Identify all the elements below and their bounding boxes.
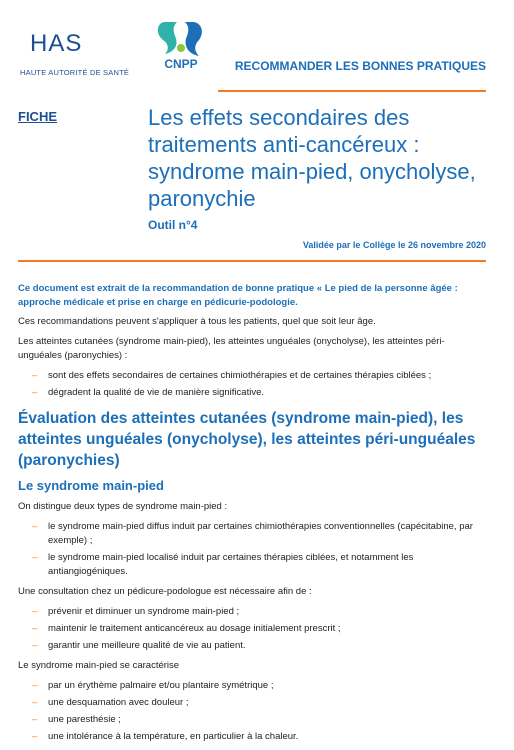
effects-paragraph: Les atteintes cutanées (syndrome main-pied), les atteintes unguéales (onycholyse), les atteintes péri-unguéales (paronychies) : xyxy=(18,336,445,361)
validation-date: Validée par le Collège le 26 novembre 2020 xyxy=(302,240,486,250)
effects-list xyxy=(18,369,484,400)
section-heading: Évaluation des atteintes cutanées (syndrome main-pied), les atteintes unguéales (onycholyse), les atteintes péri-unguéales (paronychies) xyxy=(18,410,476,469)
types-list xyxy=(18,520,484,579)
list-item: – maintenir le traitement anticancéreux au dosage initialement prescrit ; xyxy=(32,623,341,634)
page-title: Les effets secondaires des traitements anti-cancéreux : syndrome main-pied, onycholyse, paronychie xyxy=(148,105,476,211)
cnpp-wordmark: CNPP xyxy=(164,57,198,71)
list-item: – garantir une meilleure qualité de vie au patient. xyxy=(32,640,246,651)
has-logo xyxy=(10,30,130,85)
dash-bullet-icon: – xyxy=(32,680,38,691)
intro-paragraph: Ce document est extrait de la recommandation de bonne pratique « Le pied de la personne âgée : approche médicale et prise en charge en pédicurie-podologie. xyxy=(18,283,458,308)
list-item: – dégradent la qualité de vie de manière significative. xyxy=(32,387,264,398)
document-body xyxy=(18,282,484,750)
dash-bullet-icon: – xyxy=(32,606,38,617)
subsection-heading: Le syndrome main-pied xyxy=(18,478,164,493)
consultation-list xyxy=(18,605,484,653)
list-item: – par un érythème palmaire et/ou plantaire symétrique ; xyxy=(32,680,274,691)
list-item: – prévenir et diminuer un syndrome main-pied ; xyxy=(32,606,240,617)
consultation-paragraph: Une consultation chez un pédicure-podologue est nécessaire afin de : xyxy=(18,586,312,597)
header-section-title: RECOMMANDER LES BONNES PRATIQUES xyxy=(234,59,486,73)
list-item: – le syndrome main-pied localisé induit par certaines thérapies ciblées, et notamment les antiangiogéniques. xyxy=(32,552,414,577)
characteristics-list xyxy=(18,679,484,744)
tool-number: Outil n°4 xyxy=(148,218,198,232)
list-item: – une paresthésie ; xyxy=(32,714,121,725)
dash-bullet-icon: – xyxy=(32,387,38,398)
scope-paragraph: Ces recommandations peuvent s'appliquer à tous les patients, quel que soit leur âge. xyxy=(18,316,376,327)
dash-bullet-icon: – xyxy=(32,552,38,563)
types-paragraph: On distingue deux types de syndrome main-pied : xyxy=(18,501,228,512)
dash-bullet-icon: – xyxy=(32,640,38,651)
list-item: – sont des effets secondaires de certaines chimiothérapies et de certaines thérapies ciblées ; xyxy=(32,370,432,381)
has-wordmark: HAS xyxy=(30,30,83,57)
dash-bullet-icon: – xyxy=(32,623,38,634)
list-item: – une desquamation avec douleur ; xyxy=(32,697,189,708)
list-item: – le syndrome main-pied diffus induit par certaines chimiothérapies conventionnelles (capécitabine, par exemple) ; xyxy=(32,521,473,546)
has-tagline: HAUTE AUTORITÉ DE SANTÉ xyxy=(20,68,130,77)
dash-bullet-icon: – xyxy=(32,697,38,708)
header-divider xyxy=(218,90,486,92)
document-header xyxy=(0,0,514,95)
dash-bullet-icon: – xyxy=(32,521,38,532)
list-item: – une intolérance à la température, en particulier à la chaleur. xyxy=(32,731,299,742)
title-divider xyxy=(18,260,486,262)
dash-bullet-icon: – xyxy=(32,370,38,381)
characteristics-paragraph: Le syndrome main-pied se caractérise xyxy=(18,660,180,671)
fiche-label: FICHE xyxy=(18,109,57,124)
dash-bullet-icon: – xyxy=(32,731,38,742)
dash-bullet-icon: – xyxy=(32,714,38,725)
